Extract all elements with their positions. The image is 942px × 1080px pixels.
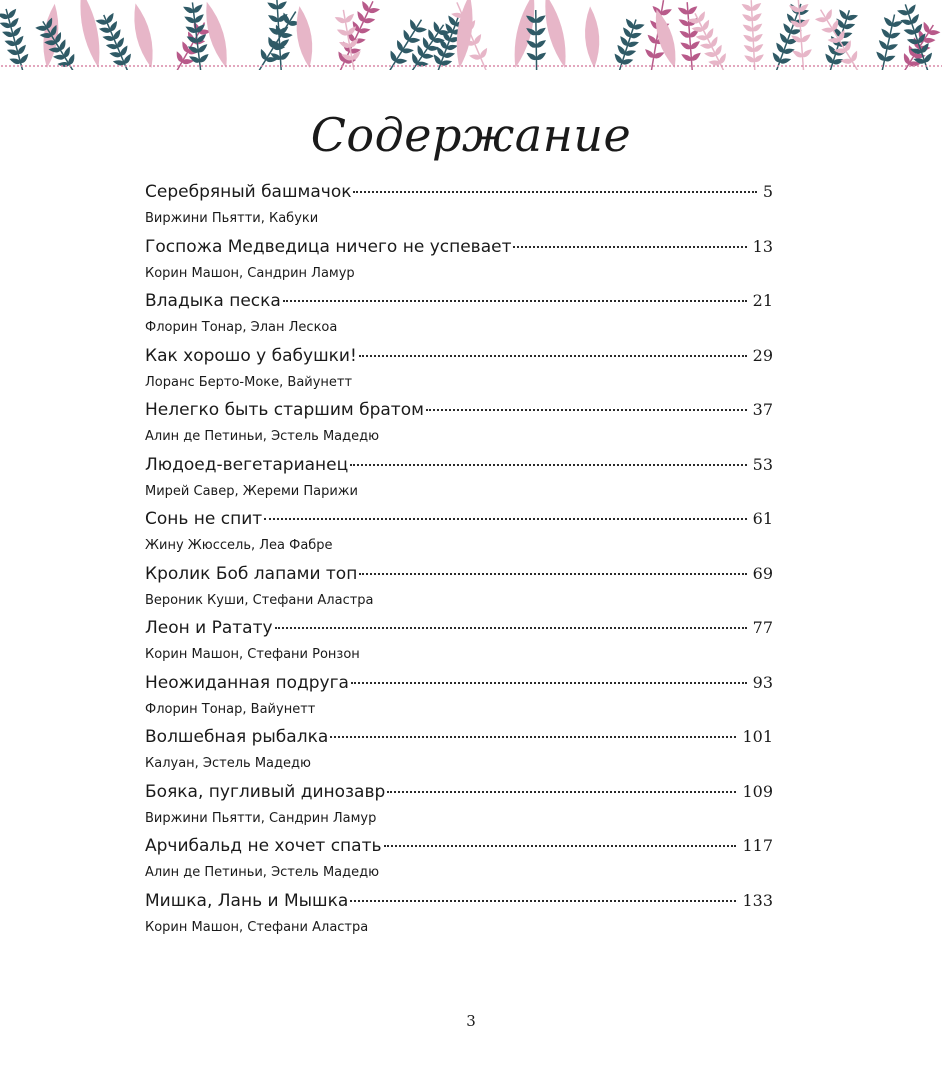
entry-page-number[interactable]: 93 xyxy=(752,672,773,692)
entry-authors: Виржини Пьятти, Сандрин Ламур xyxy=(145,810,377,826)
entry-title[interactable]: Нелегко быть старшим братом xyxy=(145,400,424,420)
dot-leader xyxy=(350,900,736,902)
toc-entry[interactable] xyxy=(145,400,773,455)
dot-leader xyxy=(426,409,747,411)
entry-title[interactable]: Людоед-вегетарианец xyxy=(145,454,349,475)
page-title: Содержание xyxy=(310,108,632,162)
entry-page-number[interactable]: 21 xyxy=(752,291,773,310)
entry-page-number[interactable]: 53 xyxy=(752,454,773,474)
entry-authors: Вероник Куши, Стефани Аластра xyxy=(145,592,374,608)
dot-leader xyxy=(513,246,746,248)
entry-page-number[interactable]: 37 xyxy=(752,400,773,419)
entry-title[interactable]: Сонь не спит xyxy=(145,509,263,529)
entry-title[interactable]: Мишка, Лань и Мышка xyxy=(145,890,349,911)
entry-title[interactable]: Неожиданная подруга xyxy=(145,672,349,693)
toc-entry[interactable] xyxy=(145,182,773,237)
dot-leader xyxy=(351,682,747,684)
dot-leader xyxy=(359,355,747,357)
dot-leader xyxy=(384,845,737,847)
dot-leader xyxy=(350,464,746,466)
entry-authors: Жину Жюссель, Леа Фабре xyxy=(145,538,333,553)
toc-entry[interactable] xyxy=(145,509,773,564)
entry-title[interactable]: Леон и Ратату xyxy=(145,618,273,638)
dot-leader xyxy=(353,191,756,193)
entry-authors: Корин Машон, Стефани Аластра xyxy=(145,919,369,935)
toc-entry[interactable] xyxy=(145,346,773,401)
entry-page-number[interactable]: 77 xyxy=(752,618,773,637)
entry-page-number[interactable]: 109 xyxy=(742,781,773,801)
toc-entry[interactable] xyxy=(145,455,773,510)
entry-title[interactable]: Госпожа Медведица ничего не успевает xyxy=(145,236,512,257)
toc-entry[interactable] xyxy=(145,618,773,673)
entry-title[interactable]: Серебряный башмачок xyxy=(145,182,352,202)
entry-title[interactable]: Владыка песка xyxy=(145,291,281,311)
entry-title[interactable]: Как хорошо у бабушки! xyxy=(145,345,357,366)
entry-page-number[interactable]: 5 xyxy=(762,182,773,201)
entry-page-number[interactable]: 69 xyxy=(752,563,773,583)
entry-authors: Флорин Тонар, Элан Лескоа xyxy=(145,320,338,335)
entry-authors: Корин Машон, Стефани Ронзон xyxy=(145,647,360,662)
entry-title[interactable]: Арчибальд не хочет спать xyxy=(145,836,382,856)
toc-entry[interactable] xyxy=(145,564,773,619)
entry-authors: Алин де Петиньи, Эстель Мадедю xyxy=(145,865,380,880)
entry-page-number[interactable]: 61 xyxy=(752,509,773,528)
toc-entry[interactable] xyxy=(145,291,773,346)
entry-page-number[interactable]: 101 xyxy=(742,727,773,746)
entry-authors: Лоранс Берто-Моке, Вайунетт xyxy=(145,374,353,390)
entry-page-number[interactable]: 13 xyxy=(752,236,773,256)
dot-leader xyxy=(359,573,746,575)
entry-authors: Корин Машон, Сандрин Ламур xyxy=(145,265,355,281)
dot-leader xyxy=(283,300,747,302)
entry-authors: Алин де Петиньи, Эстель Мадедю xyxy=(145,429,380,444)
entry-authors: Калуан, Эстель Мадедю xyxy=(145,756,311,771)
entry-page-number[interactable]: 29 xyxy=(752,345,773,365)
toc-entry[interactable] xyxy=(145,727,773,782)
page-number: 3 xyxy=(466,1012,476,1030)
entry-title[interactable]: Бояка, пугливый динозавр xyxy=(145,781,386,802)
toc-entry[interactable] xyxy=(145,782,773,837)
dot-leader xyxy=(264,518,746,520)
dot-leader xyxy=(330,736,736,738)
entry-authors: Флорин Тонар, Вайунетт xyxy=(145,701,316,717)
table-of-contents xyxy=(145,182,773,945)
entry-title[interactable]: Кролик Боб лапами топ xyxy=(145,563,358,584)
toc-entry[interactable] xyxy=(145,673,773,728)
entry-page-number[interactable]: 117 xyxy=(742,836,773,855)
entry-title[interactable]: Волшебная рыбалка xyxy=(145,727,329,747)
entry-authors: Виржини Пьятти, Кабуки xyxy=(145,211,319,226)
toc-entry[interactable] xyxy=(145,836,773,891)
dot-leader xyxy=(275,627,747,629)
toc-entry[interactable] xyxy=(145,237,773,292)
entry-page-number[interactable]: 133 xyxy=(742,890,773,910)
leaf-garland-icon xyxy=(0,0,942,70)
toc-entry[interactable] xyxy=(145,891,773,946)
entry-authors: Мирей Савер, Жереми Парижи xyxy=(145,483,358,499)
dot-leader xyxy=(387,791,736,793)
